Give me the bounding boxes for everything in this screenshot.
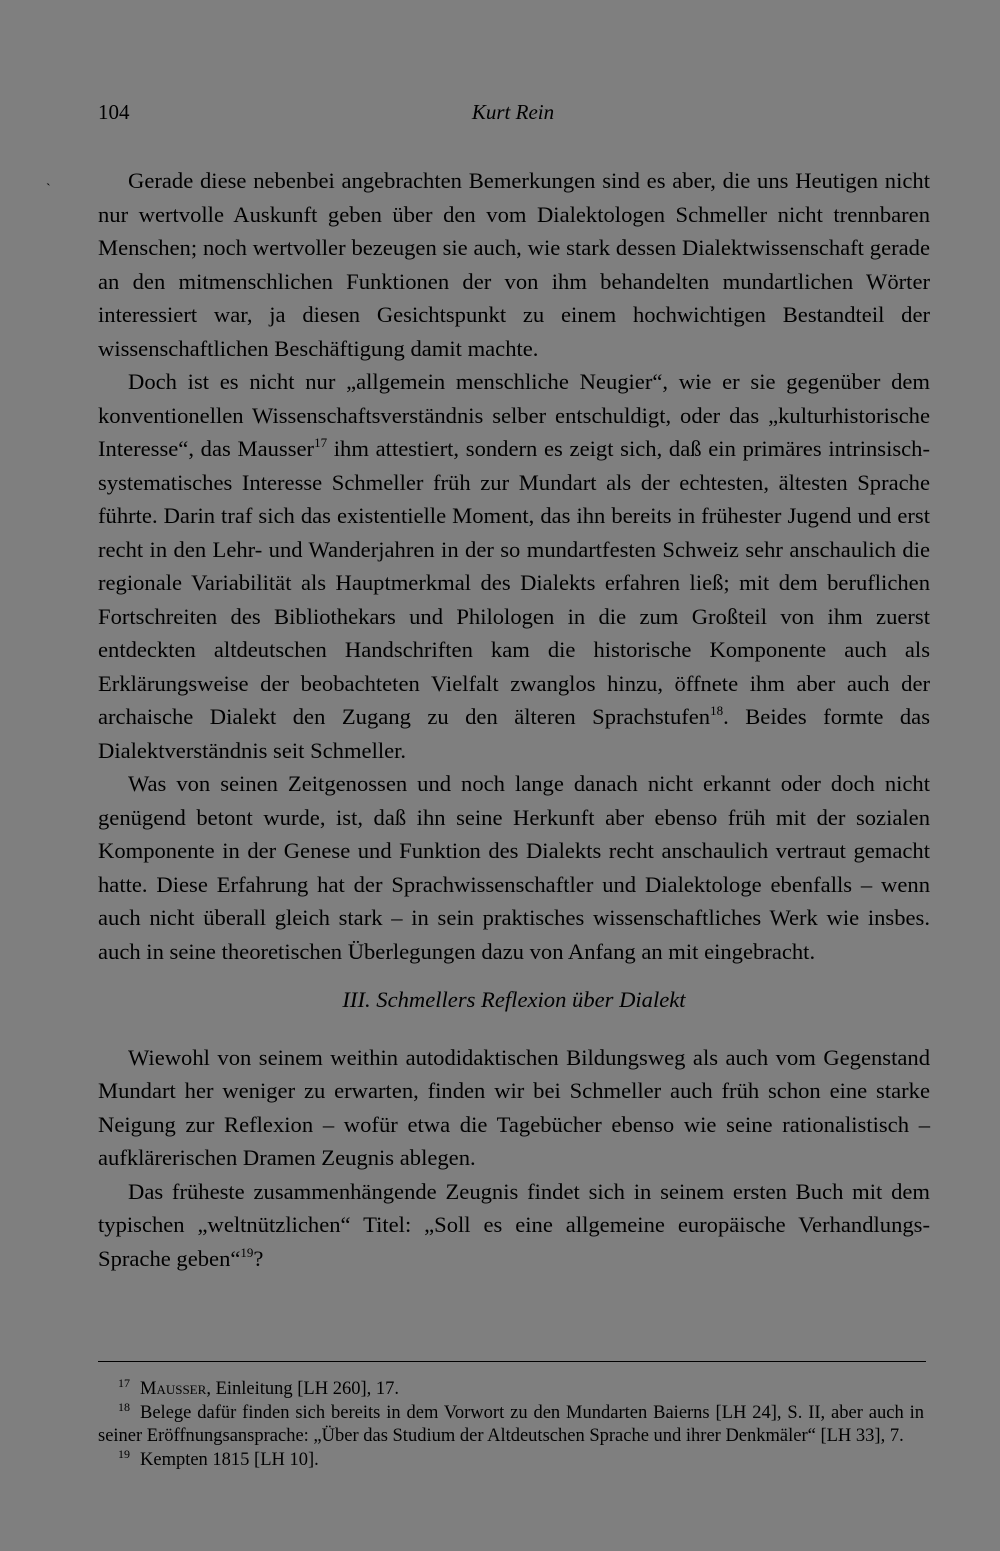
paragraph-3: Was von seinen Zeitgenossen und noch lange danach nicht erkannt oder doch nicht genügend betont wurde, ist, daß ihn seine Herkunft aber ebenso früh mit der sozialen Komponente in der Genese und Funktion des Dialekts recht anschaulich vertraut gemacht hatte. Diese Erfahrung hat der Sprachwissenschaftler und Dialektologe ebenfalls – wenn auch nicht überall gleich stark – in sein praktisches wissenschaftliches Werk wie insbes. auch in seine theoretischen Überlegungen dazu von Anfang an mit eingebracht.: [98, 771, 930, 964]
footnote-ref-18[interactable]: 18: [710, 703, 724, 718]
footnote-number: 18: [118, 1399, 130, 1414]
section-heading: III. Schmellers Reflexion über Dialekt: [342, 987, 686, 1012]
footnote-18: $^{18}$ Belege dafür finden sich bereits in dem Vorwort zu den Mundarten Baierns [LH 24], S. II, aber auch in seiner Eröffnungsansprache: „Über das Studium der Altdeutschen Sprache und ihrer Denkmäler“ [LH 33], 7.: [98, 1399, 924, 1446]
footnotes: [98, 1378, 924, 1472]
footnote-ref-19[interactable]: 19: [240, 1244, 254, 1260]
paragraph-2: Doch ist es nicht nur „allgemein menschliche Neugier“, wie er sie gegenüber dem konventionellen Wissenschaftsverständnis selber entschuldigt, oder das „kulturhistorische Interesse“, das Mausser$^{17}$ ihm attestiert, sondern es zeigt sich, daß ein primäres intrinsisch-systematisches Interesse Schmeller früh zur Mundart als der echtesten, ältesten Sprache führte. Darin traf sich das existentielle Moment, das ihn bereits in frühester Jugend und erst recht in den Lehr- und Wanderjahren in der so mundartfesten Schweiz sehr anschaulich die regionale Variabilität als Hauptmerkmal des Dialekts erfahren ließ; mit dem beruflichen Fortschreiten des Bibliothekars und Philologen in die zum Großteil von ihm zuerst entdeckten altdeutschen Handschriften kam die historische Komponente auch als Erklärungsweise der beobachteten Vielfalt zwanglos hinzu, öffnete ihm aber auch der archaische Dialekt den Zugang zu den älteren Sprachstufen$^{18}$. Beides formte das Dialektverständnis seit Schmeller.: [98, 369, 930, 763]
page-header: [98, 100, 928, 132]
footnote-ref-17[interactable]: 17: [314, 435, 328, 450]
footnote-number: 17: [118, 1376, 130, 1390]
stray-mark: `: [46, 182, 51, 197]
footnote-17: $^{17}$ Mausser, Einleitung [LH 260], 17.: [118, 1376, 399, 1399]
paragraph-4: Wiewohl von seinem weithin autodidaktischen Bildungsweg als auch vom Gegenstand Mundart her weniger zu erwarten, finden wir bei Schmeller auch früh schon eine starke Neigung zur Reflexion – wofür etwa die Tagebücher ebenso wie seine rationalistisch – aufklärerischen Dramen Zeugnis ablegen.: [98, 1044, 930, 1170]
running-head: Kurt Rein: [471, 100, 555, 124]
footnote-divider: [98, 1361, 926, 1362]
page-number: 104: [98, 100, 130, 124]
footnote-number: 19: [118, 1446, 130, 1461]
paragraph-5: Das früheste zusammenhängende Zeugnis findet sich in seinem ersten Buch mit dem typischen „weltnützlichen“ Titel: „Soll es eine allgemeine europäische Verhandlungs-Sprache geben“$^{19}$?: [98, 1178, 930, 1271]
footnote-author: Mausser: [140, 1379, 207, 1399]
body-text: [98, 164, 930, 1275]
footnote-19: $^{19}$ Kempten 1815 [LH 10].: [118, 1446, 319, 1470]
paragraph-1: Gerade diese nebenbei angebrachten Bemerkungen sind es aber, die uns Heutigen nicht nur wertvolle Auskunft geben über den vom Dialektologen Schmeller nicht trennbaren Menschen; noch wertvoller bezeugen sie auch, wie stark dessen Dialektwissenschaft gerade an den mitmenschlichen Funktionen der von ihm behandelten mundartlichen Wörter interessiert war, ja diesen Gesichtspunkt zu einem hochwichtigen Bestandteil der wissenschaftlichen Beschäftigung damit machte.: [98, 168, 930, 361]
